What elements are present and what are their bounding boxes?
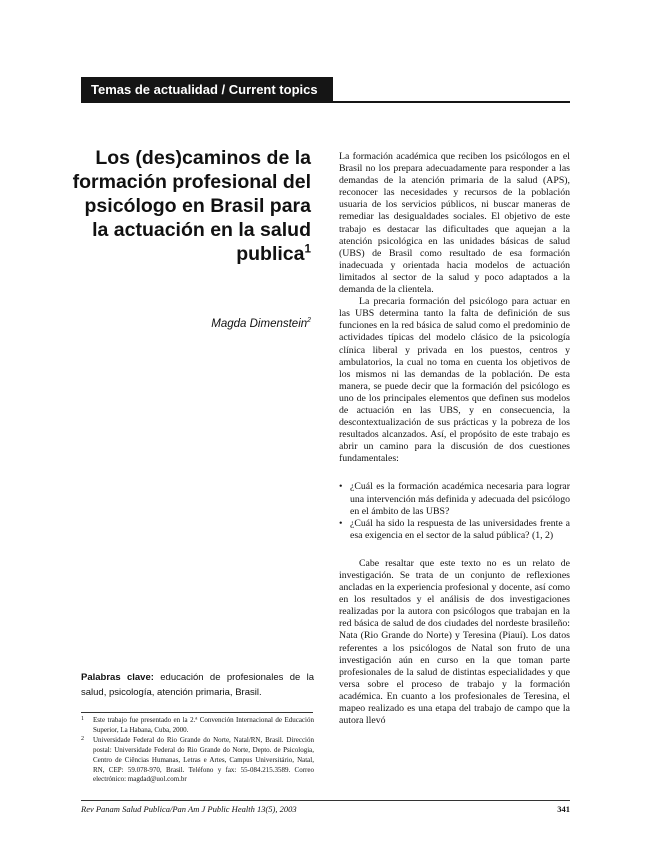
- footnote-1-mark: 1: [81, 716, 84, 722]
- footnote-2-mark: 2: [81, 735, 84, 742]
- footnote-1: [81, 716, 314, 736]
- body-paragraph-2: La precaria formación del psicólogo para actuar en las UBS determina tanto la falta de definición de sus funciones en la red básica de salud como el predominio de actividades típicas del modelo clásico de la psicología clínica liberal y privada en los puestos, centros y ambulatorios, la cual no toma en cuenta los objetivos de los mismos ni las demandas de la población. De esta manera, se puede decir que la formación del psicólogo es uno de los principales elementos que definen sus modelos de actuación en las UBS, y en consecuencia, la descontextualización de sus prácticas y la pobreza de los resultados alcanzados. Así, el propósito de este trabajo es abrir un camino para la discusión de dos cuestiones fundamentales:: [339, 296, 570, 465]
- page-number: 341: [557, 804, 570, 814]
- article-title: [70, 146, 311, 266]
- footnote-1-text: Este trabajo fue presentado en la 2.ª Convención Internacional de Educación Superior, La Habana, Cuba, 2000.: [93, 716, 314, 734]
- section-label: Temas de actualidad / Current topics: [91, 82, 318, 97]
- keywords-text: educación de profesionales de la salud, psicología, atención primaria, Brasil.: [81, 672, 315, 698]
- keywords: [81, 670, 314, 700]
- footnote-2: [81, 736, 314, 786]
- title-footnote-mark: 1: [304, 242, 311, 256]
- footnote-divider: [81, 712, 313, 713]
- question-text: ¿Cuál es la formación académica necesaria para lograr una intervención más definida y adecuada del psicólogo en el ámbito de las UBS?: [350, 481, 570, 517]
- question-item: [339, 481, 570, 517]
- section-banner: [81, 77, 333, 103]
- question-text: ¿Cuál ha sido la respuesta de las universidades frente a esa exigencia en el sector de la salud pública? (1, 2): [350, 517, 570, 541]
- bullet-icon: •: [339, 517, 343, 529]
- footnote-2-text: Universidade Federal do Rio Grande do Norte, Natal/RN, Brasil. Dirección postal: Universidade Federal do Rio Grande do Norte, Depto. de Psicologia, Centro de Ciências Humanas, Letras e Artes, Campus Universitário, Natal, RN, CEP: 59.078-970, Brasil. Teléfono y fax: 55-084.215.3589. Correo electrónico: magdad@uol.com.br: [93, 735, 314, 784]
- author-name-text: Magda Dimenstein: [211, 318, 308, 330]
- body-paragraph-1: La formación académica que reciben los psicólogos en el Brasil no los prepara adecuadamente para responder a las demandas de la atención primaria de la salud (APS), reconocer las necesidades y recursos de la población usuaria de los servicios públicos, ni buscar maneras de remediar las desigualdades sociales. El objetivo de este trabajo es destacar las dificultades que aquejan a la atención psicológica en las unidades básicas de salud (UBS) de Brasil como resultado de esa formación inadecuada y orientada hacia modelos de actuación limitados al sector de la salud y poco adaptados a la demanda de la clientela.: [339, 151, 570, 296]
- body-paragraph-3: Cabe resaltar que este texto no es un relato de investigación. Se trata de un conjunto de reflexiones ancladas en la experiencia profesional y docente, así como en los resultados y el análisis de dos investigaciones realizadas por la autora con psicólogos que trabajan en la red básica de salud de dos ciudades del nordeste brasileño: Nata (Rio Grande do Norte) y Teresina (Piauí). Los datos referentes a los psicólogos de Natal son fruto de una investigación aún en curso en la que toman parte profesionales de la salud de distintas especialidades y que versa sobre el proceso de trabajo y la formación académica. En cuanto a los profesionales de Teresina, el mapeo realizado es una etapa del trabajo de campo que la autora llevó: [339, 557, 570, 727]
- question-item: [339, 518, 570, 542]
- article-body: [339, 151, 570, 727]
- journal-citation: Rev Panam Salud Publica/Pan Am J Public Health 13(5), 2003: [81, 804, 297, 814]
- section-rule: [81, 101, 570, 103]
- author-name: [120, 318, 311, 330]
- keywords-label: Palabras clave:: [81, 672, 154, 683]
- article-title-text: Los (des)caminos de la formación profesional del psicólogo en Brasil para la actuación en la salud publica: [72, 147, 311, 265]
- footnotes: [81, 716, 314, 785]
- author-footnote-mark: 2: [307, 317, 311, 325]
- question-list: [339, 481, 570, 541]
- page-footer: [81, 800, 570, 820]
- bullet-icon: •: [339, 481, 343, 493]
